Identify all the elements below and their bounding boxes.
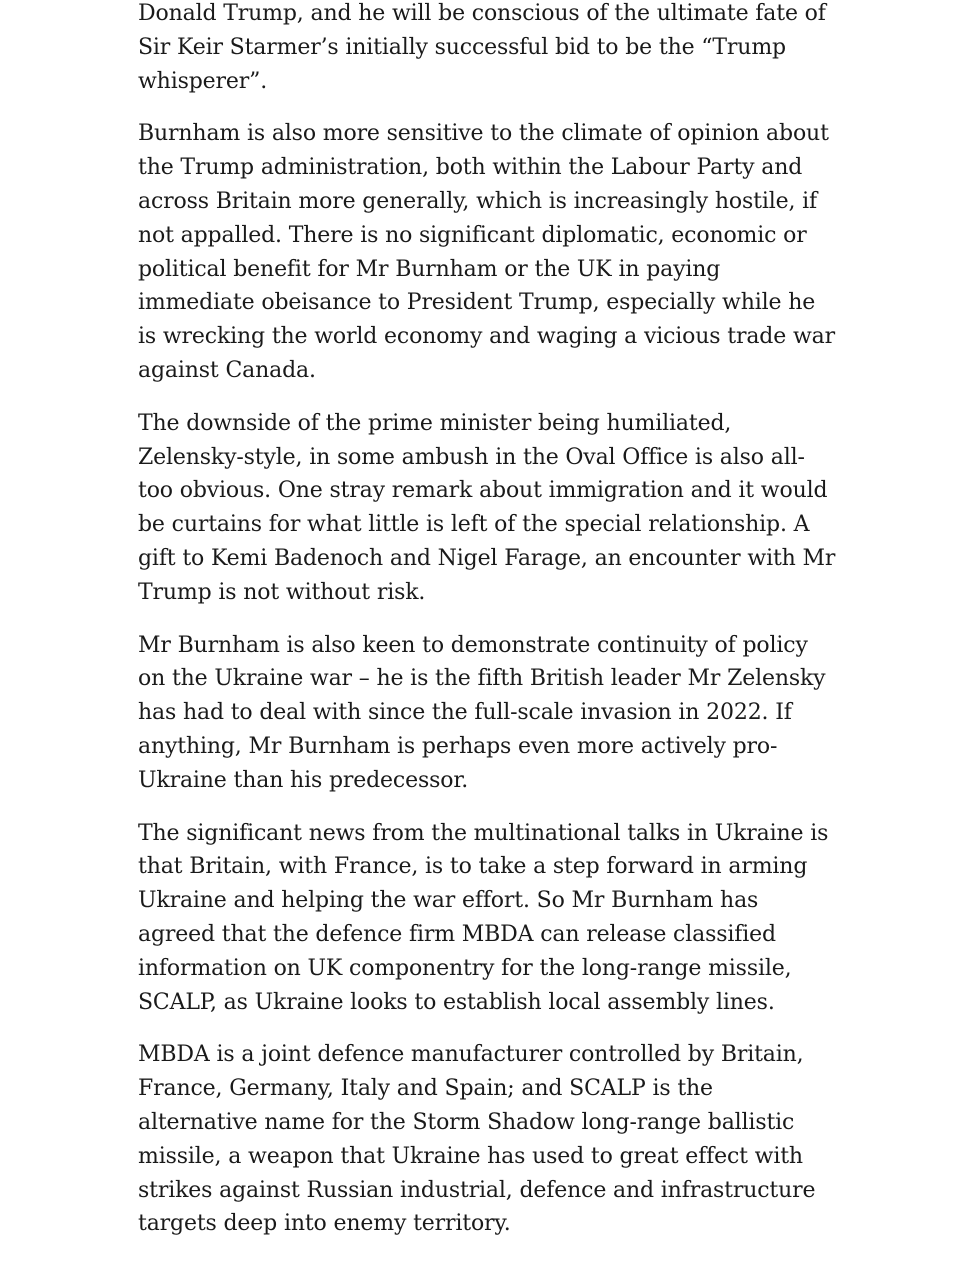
article-paragraph: The downside of the prime minister being humiliated, Zelensky-style, in some ambush in the Oval Office is also all-too obvious. One stray remark about immigration and it would be curtains for what little is left of the special relationship. A gift to Kemi Badenoch and Nigel Farage, an encounter with Mr Trump is not without risk. — [138, 410, 836, 605]
article-body — [138, 0, 838, 1260]
article-paragraph: Donald Trump, and he will be conscious of the ultimate fate of Sir Keir Starmer’s initially successful bid to be the “Trump whisperer”. — [138, 1, 826, 94]
article-paragraph: The significant news from the multinational talks in Ukraine is that Britain, with France, is to take a step forward in arming Ukraine and helping the war effort. So Mr Burnham has agreed that the defence firm MBDA can release classified information on UK componentry for the long-range missile, SCALP, as Ukraine looks to establish local assembly lines. — [138, 820, 829, 1015]
article-paragraph: Burnham is also more sensitive to the climate of opinion about the Trump administration, both within the Labour Party and across Britain more generally, which is increasingly hostile, if not appalled. There is no significant diplomatic, economic or political benefit for Mr Burnham or the UK in paying immediate obeisance to President Trump, especially while he is wrecking the world economy and waging a vicious trade war against Canada. — [138, 121, 835, 383]
article-paragraph: MBDA is a joint defence manufacturer controlled by Britain, France, Germany, Italy and Spain; and SCALP is the alternative name for the Storm Shadow long-range ballistic missile, a weapon that Ukraine has used to great effect with strikes against Russian industrial, defence and infrastructure targets deep into enemy territory. — [138, 1042, 816, 1237]
article-paragraph: Mr Burnham is also keen to demonstrate continuity of policy on the Ukraine war – he is the fifth British leader Mr Zelensky has had to deal with since the full-scale invasion in 2022. If anything, Mr Burnham is perhaps even more actively pro-Ukraine than his predecessor. — [138, 632, 826, 793]
